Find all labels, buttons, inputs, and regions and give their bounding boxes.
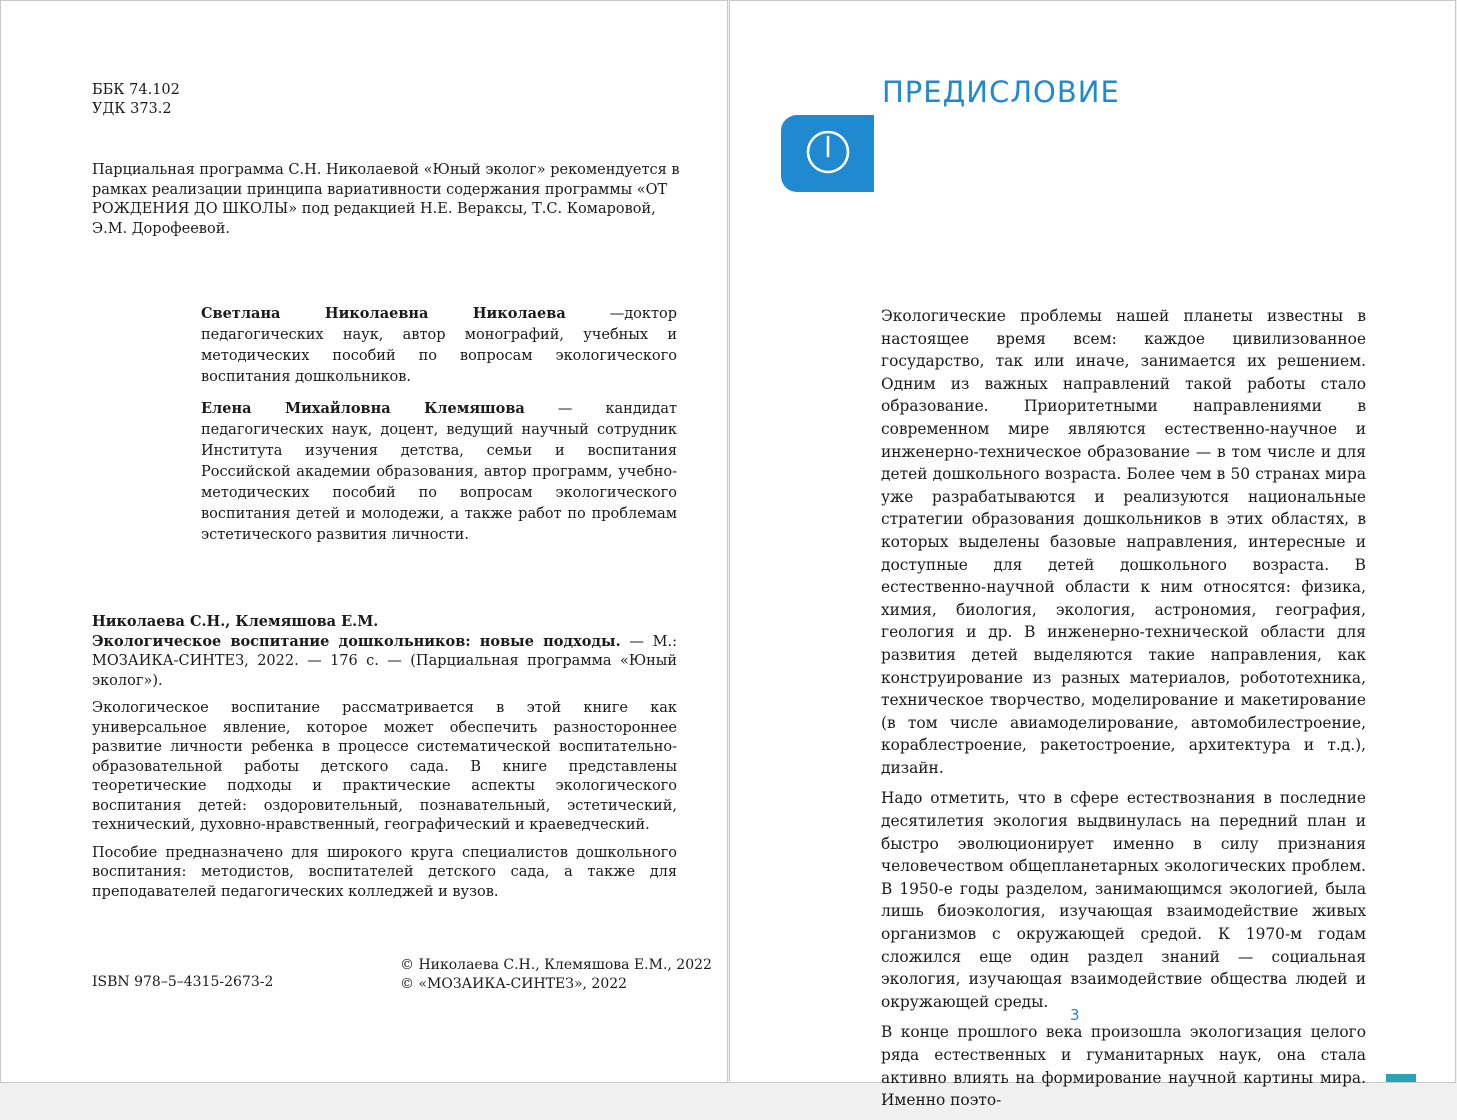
author-bios (201, 303, 677, 556)
copyright-publisher: © «МОЗАИКА-СИНТЕЗ», 2022 (400, 976, 628, 992)
author-description: — кандидат педагогических наук, доцент, ведущий научный сотрудник Института изучения детства, семьи и воспитания Российской академии образования, автор программ, учебно-методических пособий по вопросам экологического воспитания детей и молодежи, а также работ по проблемам эстетического развития личности. (201, 401, 678, 543)
biblio-authors: Николаева С.Н., Клемяшова Е.М. (92, 613, 379, 630)
section-heading: ПРЕДИСЛОВИЕ (882, 75, 1120, 109)
author-bio (201, 398, 677, 546)
author-bio (201, 303, 677, 388)
author-description: —доктор педагогических наук, автор монографий, учебных и методических пособий по вопросам экологического воспитания дошкольников. (201, 306, 677, 385)
corner-mark (1386, 1074, 1416, 1082)
biblio-audience: Пособие предназначено для широкого круга специалистов дошкольного воспитания: методистов, воспитателей детского сада, а также для преподавателей педагогических колледжей и вузов. (92, 844, 677, 900)
paragraph: Надо отметить, что в сфере естествознания в последние десятилетия экология выдвинулась на передний план и быстро эволюционирует именно в силу признания человечеством общепланетарных экологических проблем. В 1950-е годы разделом, занимающимся экологией, была лишь биоэкология, изучающая взаимодействие живых организмов с окружающей средой. К 1970-м годам сложился еще один раздел знаний — социальная экология, изучающая взаимодействие общества людей и окружающей среды. (881, 789, 1366, 1011)
page-number: 3 (1070, 1006, 1080, 1024)
power-icon (805, 129, 851, 175)
bbk-code: ББК 74.102 (92, 82, 180, 98)
classification-codes (92, 81, 180, 119)
biblio-title-line (92, 632, 677, 692)
recommendation-note: Парциальная программа С.Н. Николаевой «Юный эколог» рекомендуется в рамках реализации принципа вариативности содержания программы «ОТ РОЖДЕНИЯ ДО ШКОЛЫ» под редакцией Н.Е. Вераксы, Т.С. Комаровой, Э.М. Дорофеевой. (92, 162, 680, 237)
biblio-details: — М.: МОЗАИКА-СИНТЕЗ, 2022. — 176 с. — (Парциальная программа «Юный эколог»). (92, 633, 677, 689)
section-icon-box (781, 115, 874, 192)
biblio-title: Экологическое воспитание дошкольников: новые подходы. (92, 632, 621, 650)
author-name: Елена Михайловна Клемяшова (201, 400, 525, 417)
right-page (729, 0, 1456, 1110)
author-name: Светлана Николаевна Николаева (201, 305, 566, 322)
copyright-authors: © Николаева С.Н., Клемяшова Е.М., 2022 (400, 957, 712, 973)
biblio-abstract: Экологическое воспитание рассматривается в этой книге как универсальное явление, которое может обеспечить разностороннее развитие личности ребенка в процессе систематической воспитательно-образовательной работы детского сада. В книге представлены теоретические подходы и практические аспекты экологического воспитания детей: оздоровительный, познавательный, эстетический, технический, духовно-нравственный, географический и краеведческий. (92, 700, 677, 833)
isbn: ISBN 978–5–4315-2673-2 (92, 974, 274, 990)
udk-code: УДК 373.2 (92, 101, 172, 117)
bibliographic-record (92, 612, 677, 910)
paragraph: Экологические проблемы нашей планеты известны в настоящее время всем: каждое цивилизованное государство, так или иначе, занимается их решением. Одним из важных направлений такой работы стало образование. Приоритетными направлениями в современном мире являются естественно-научное и инженерно-техническое образование — в том числе и для детей дошкольного возраста. Более чем в 50 странах мира уже разрабатываются и реализуются национальные стратегии образования дошкольников в этих областях, в которых выделены базовые направления, интересные и доступные для детей дошкольного возраста. В естественно-научной области к ним относятся: физика, химия, биология, экология, астрономия, география, геология и др. В инженерно-технической области для развития детей выделяются такие направления, как конструирование из разных материалов, робототехника, техническое творчество, моделирование и макетирование (в том числе авиамоделирование, автомобилестроение, кораблестроение, ракетостроение, архитектура и т.д.), дизайн. (881, 307, 1366, 777)
copyright-block (400, 956, 712, 994)
left-page (0, 0, 728, 1083)
paragraph: В конце прошлого века произошла экологизация целого ряда естественных и гуманитарных наук, она стала активно влиять на формирование научной картины мира. Именно поэто- (881, 1023, 1366, 1110)
preface-text (881, 305, 1366, 1120)
